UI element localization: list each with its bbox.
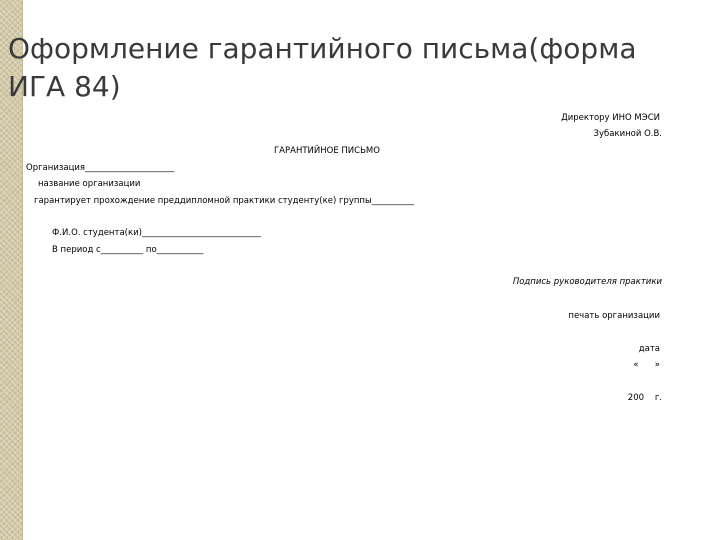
year-line: 200 г. [627, 393, 662, 403]
practice-period-field: В период с__________ по___________ [52, 245, 204, 255]
organization-seal: печать организации [568, 311, 660, 321]
organization-field: Организация_____________________ [26, 163, 175, 173]
organization-caption: название организации [38, 179, 141, 189]
student-name-field: Ф.И.О. студента(ки)____________________________ [52, 228, 261, 238]
addressee-line-1: Директору ИНО МЭСИ [561, 113, 660, 123]
guarantee-text: гарантирует прохождение преддипломной практики студенту(ке) группы__________ [34, 196, 415, 206]
slide-title [8, 30, 648, 106]
letter-heading: ГАРАНТИЙНОЕ ПИСЬМО [274, 146, 380, 156]
slide-title-line-2: ИГА 84) [8, 70, 121, 103]
supervisor-signature: Подпись руководителя практики [512, 277, 662, 287]
slide-title-line-1: Оформление гарантийного письма(форма [8, 32, 637, 65]
date-label: дата [638, 344, 660, 354]
date-quotes: « » [633, 360, 660, 370]
addressee-line-2: Зубакиной О.В. [593, 129, 662, 139]
